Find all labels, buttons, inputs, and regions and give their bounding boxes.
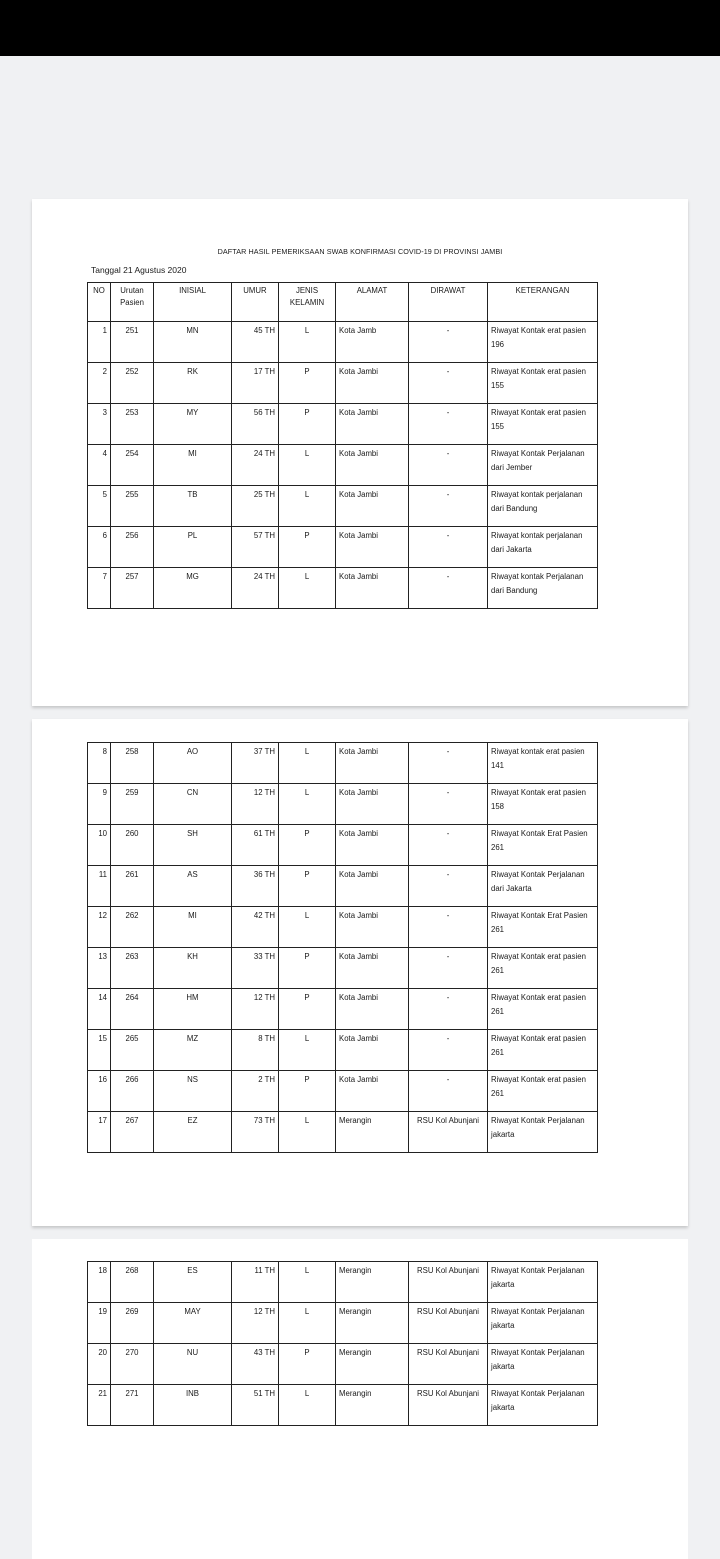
document-title: DAFTAR HASIL PEMERIKSAAN SWAB KONFIRMASI COVID-19 DI PROVINSI JAMBI xyxy=(217,247,503,256)
table-row xyxy=(88,1344,598,1385)
cell-alamat: Merangin xyxy=(336,1344,409,1385)
cell-no: 20 xyxy=(88,1344,111,1385)
cell-no: 10 xyxy=(88,825,111,866)
cell-umur: 12 TH xyxy=(232,1303,279,1344)
cell-alamat: Merangin xyxy=(336,1262,409,1303)
cell-jenis-kelamin: L xyxy=(279,1385,336,1426)
cell-umur: 24 TH xyxy=(232,568,279,609)
cell-alamat: Kota Jambi xyxy=(336,1071,409,1112)
cell-inisial: INB xyxy=(154,1385,232,1426)
cell-inisial: AO xyxy=(154,743,232,784)
cell-inisial: MI xyxy=(154,907,232,948)
cell-umur: 8 TH xyxy=(232,1030,279,1071)
cell-jenis-kelamin: P xyxy=(279,404,336,445)
cell-urutan-pasien: 257 xyxy=(111,568,154,609)
results-table-page-1 xyxy=(87,282,598,609)
cell-inisial: EZ xyxy=(154,1112,232,1153)
cell-urutan-pasien: 271 xyxy=(111,1385,154,1426)
table-row xyxy=(88,527,598,568)
cell-jenis-kelamin: P xyxy=(279,527,336,568)
cell-keterangan: Riwayat Kontak Perjalanan dari Jakarta xyxy=(488,866,598,907)
cell-no: 8 xyxy=(88,743,111,784)
cell-urutan-pasien: 255 xyxy=(111,486,154,527)
cell-dirawat: - xyxy=(409,568,488,609)
cell-no: 3 xyxy=(88,404,111,445)
cell-urutan-pasien: 262 xyxy=(111,907,154,948)
cell-keterangan: Riwayat Kontak Erat Pasien 261 xyxy=(488,907,598,948)
table-row xyxy=(88,486,598,527)
cell-urutan-pasien: 260 xyxy=(111,825,154,866)
cell-dirawat: - xyxy=(409,948,488,989)
results-table-page-3 xyxy=(87,1261,598,1426)
table-row xyxy=(88,825,598,866)
cell-urutan-pasien: 263 xyxy=(111,948,154,989)
cell-inisial: AS xyxy=(154,866,232,907)
cell-no: 16 xyxy=(88,1071,111,1112)
cell-dirawat: RSU Kol Abunjani xyxy=(409,1262,488,1303)
cell-dirawat: - xyxy=(409,743,488,784)
cell-urutan-pasien: 252 xyxy=(111,363,154,404)
cell-inisial: ES xyxy=(154,1262,232,1303)
cell-umur: 17 TH xyxy=(232,363,279,404)
cell-dirawat: - xyxy=(409,363,488,404)
cell-umur: 37 TH xyxy=(232,743,279,784)
cell-alamat: Merangin xyxy=(336,1303,409,1344)
cell-urutan-pasien: 264 xyxy=(111,989,154,1030)
cell-dirawat: RSU Kol Abunjani xyxy=(409,1303,488,1344)
cell-inisial: SH xyxy=(154,825,232,866)
table-row xyxy=(88,948,598,989)
cell-keterangan: Riwayat Kontak Perjalanan jakarta xyxy=(488,1385,598,1426)
document-page-1 xyxy=(32,199,688,706)
header-umur: UMUR xyxy=(232,283,279,322)
cell-umur: 12 TH xyxy=(232,989,279,1030)
cell-inisial: MAY xyxy=(154,1303,232,1344)
cell-alamat: Kota Jambi xyxy=(336,784,409,825)
cell-alamat: Kota Jambi xyxy=(336,486,409,527)
cell-inisial: NU xyxy=(154,1344,232,1385)
cell-keterangan: Riwayat kontak perjalanan dari Bandung xyxy=(488,486,598,527)
cell-no: 4 xyxy=(88,445,111,486)
cell-jenis-kelamin: L xyxy=(279,907,336,948)
cell-dirawat: - xyxy=(409,445,488,486)
cell-alamat: Kota Jambi xyxy=(336,445,409,486)
table-row xyxy=(88,866,598,907)
cell-urutan-pasien: 270 xyxy=(111,1344,154,1385)
header-jenis-kelamin: JENIS KELAMIN xyxy=(279,283,336,322)
cell-alamat: Kota Jambi xyxy=(336,404,409,445)
cell-dirawat: - xyxy=(409,486,488,527)
cell-keterangan: Riwayat Kontak erat pasien 261 xyxy=(488,989,598,1030)
cell-umur: 2 TH xyxy=(232,1071,279,1112)
cell-alamat: Kota Jambi xyxy=(336,866,409,907)
cell-jenis-kelamin: P xyxy=(279,1344,336,1385)
document-page-2 xyxy=(32,719,688,1226)
cell-no: 13 xyxy=(88,948,111,989)
cell-dirawat: - xyxy=(409,989,488,1030)
table-row xyxy=(88,907,598,948)
cell-jenis-kelamin: L xyxy=(279,1030,336,1071)
cell-urutan-pasien: 254 xyxy=(111,445,154,486)
cell-keterangan: Riwayat kontak perjalanan dari Jakarta xyxy=(488,527,598,568)
cell-jenis-kelamin: P xyxy=(279,866,336,907)
cell-alamat: Kota Jambi xyxy=(336,907,409,948)
cell-jenis-kelamin: L xyxy=(279,486,336,527)
cell-keterangan: Riwayat Kontak erat pasien 261 xyxy=(488,1030,598,1071)
document-date: Tanggal 21 Agustus 2020 xyxy=(91,265,187,275)
cell-keterangan: Riwayat kontak Perjalanan dari Bandung xyxy=(488,568,598,609)
cell-umur: 73 TH xyxy=(232,1112,279,1153)
cell-alamat: Kota Jambi xyxy=(336,1030,409,1071)
table-row xyxy=(88,322,598,363)
cell-no: 1 xyxy=(88,322,111,363)
cell-jenis-kelamin: L xyxy=(279,1303,336,1344)
cell-alamat: Kota Jambi xyxy=(336,743,409,784)
results-table-page-2 xyxy=(87,742,598,1153)
cell-jenis-kelamin: L xyxy=(279,1112,336,1153)
cell-urutan-pasien: 253 xyxy=(111,404,154,445)
cell-urutan-pasien: 259 xyxy=(111,784,154,825)
cell-umur: 24 TH xyxy=(232,445,279,486)
cell-inisial: MG xyxy=(154,568,232,609)
cell-dirawat: - xyxy=(409,825,488,866)
cell-alamat: Kota Jambi xyxy=(336,989,409,1030)
cell-jenis-kelamin: L xyxy=(279,743,336,784)
cell-no: 7 xyxy=(88,568,111,609)
header-keterangan: KETERANGAN xyxy=(488,283,598,322)
cell-no: 14 xyxy=(88,989,111,1030)
cell-dirawat: - xyxy=(409,322,488,363)
cell-dirawat: - xyxy=(409,784,488,825)
document-page-3 xyxy=(32,1239,688,1559)
table-row xyxy=(88,1112,598,1153)
cell-dirawat: - xyxy=(409,404,488,445)
cell-alamat: Kota Jambi xyxy=(336,825,409,866)
table-row xyxy=(88,363,598,404)
cell-umur: 33 TH xyxy=(232,948,279,989)
cell-urutan-pasien: 269 xyxy=(111,1303,154,1344)
cell-urutan-pasien: 268 xyxy=(111,1262,154,1303)
cell-alamat: Merangin xyxy=(336,1112,409,1153)
cell-jenis-kelamin: P xyxy=(279,1071,336,1112)
cell-keterangan: Riwayat Kontak erat pasien 261 xyxy=(488,948,598,989)
cell-inisial: MY xyxy=(154,404,232,445)
cell-dirawat: - xyxy=(409,1071,488,1112)
table-row xyxy=(88,1303,598,1344)
cell-no: 5 xyxy=(88,486,111,527)
cell-jenis-kelamin: L xyxy=(279,322,336,363)
cell-no: 2 xyxy=(88,363,111,404)
cell-no: 12 xyxy=(88,907,111,948)
cell-keterangan: Riwayat kontak erat pasien 141 xyxy=(488,743,598,784)
cell-inisial: NS xyxy=(154,1071,232,1112)
table-row xyxy=(88,404,598,445)
table-row xyxy=(88,1385,598,1426)
cell-inisial: MI xyxy=(154,445,232,486)
cell-umur: 25 TH xyxy=(232,486,279,527)
cell-urutan-pasien: 266 xyxy=(111,1071,154,1112)
cell-jenis-kelamin: P xyxy=(279,948,336,989)
table-row xyxy=(88,784,598,825)
header-dirawat: DIRAWAT xyxy=(409,283,488,322)
cell-jenis-kelamin: L xyxy=(279,445,336,486)
cell-no: 19 xyxy=(88,1303,111,1344)
cell-urutan-pasien: 267 xyxy=(111,1112,154,1153)
cell-no: 17 xyxy=(88,1112,111,1153)
cell-umur: 45 TH xyxy=(232,322,279,363)
cell-umur: 57 TH xyxy=(232,527,279,568)
cell-inisial: CN xyxy=(154,784,232,825)
cell-keterangan: Riwayat Kontak Perjalanan jakarta xyxy=(488,1262,598,1303)
cell-keterangan: Riwayat Kontak Perjalanan jakarta xyxy=(488,1344,598,1385)
cell-urutan-pasien: 261 xyxy=(111,866,154,907)
cell-umur: 51 TH xyxy=(232,1385,279,1426)
cell-keterangan: Riwayat Kontak Perjalanan dari Jember xyxy=(488,445,598,486)
cell-keterangan: Riwayat Kontak Erat Pasien 261 xyxy=(488,825,598,866)
cell-dirawat: - xyxy=(409,1030,488,1071)
cell-dirawat: RSU Kol Abunjani xyxy=(409,1344,488,1385)
cell-urutan-pasien: 251 xyxy=(111,322,154,363)
cell-dirawat: - xyxy=(409,907,488,948)
header-inisial: INISIAL xyxy=(154,283,232,322)
cell-keterangan: Riwayat Kontak erat pasien 155 xyxy=(488,404,598,445)
table-row xyxy=(88,1030,598,1071)
table-header-row xyxy=(88,283,598,322)
cell-urutan-pasien: 258 xyxy=(111,743,154,784)
cell-jenis-kelamin: L xyxy=(279,568,336,609)
cell-keterangan: Riwayat Kontak erat pasien 158 xyxy=(488,784,598,825)
cell-jenis-kelamin: P xyxy=(279,989,336,1030)
table-row xyxy=(88,1262,598,1303)
cell-umur: 61 TH xyxy=(232,825,279,866)
table-row xyxy=(88,743,598,784)
cell-inisial: HM xyxy=(154,989,232,1030)
cell-alamat: Kota Jamb xyxy=(336,322,409,363)
table-row xyxy=(88,1071,598,1112)
cell-dirawat: - xyxy=(409,527,488,568)
cell-umur: 11 TH xyxy=(232,1262,279,1303)
cell-jenis-kelamin: P xyxy=(279,825,336,866)
cell-alamat: Kota Jambi xyxy=(336,363,409,404)
cell-jenis-kelamin: P xyxy=(279,363,336,404)
cell-keterangan: Riwayat Kontak erat pasien 261 xyxy=(488,1071,598,1112)
cell-dirawat: RSU Kol Abunjani xyxy=(409,1385,488,1426)
cell-jenis-kelamin: L xyxy=(279,1262,336,1303)
table-row xyxy=(88,989,598,1030)
cell-alamat: Kota Jambi xyxy=(336,568,409,609)
table-row xyxy=(88,568,598,609)
cell-keterangan: Riwayat Kontak erat pasien 196 xyxy=(488,322,598,363)
cell-alamat: Merangin xyxy=(336,1385,409,1426)
cell-umur: 43 TH xyxy=(232,1344,279,1385)
cell-dirawat: RSU Kol Abunjani xyxy=(409,1112,488,1153)
cell-urutan-pasien: 265 xyxy=(111,1030,154,1071)
header-urutan-pasien: Urutan Pasien xyxy=(111,283,154,322)
cell-no: 11 xyxy=(88,866,111,907)
cell-no: 21 xyxy=(88,1385,111,1426)
cell-inisial: PL xyxy=(154,527,232,568)
cell-inisial: MZ xyxy=(154,1030,232,1071)
cell-umur: 36 TH xyxy=(232,866,279,907)
cell-inisial: TB xyxy=(154,486,232,527)
cell-umur: 42 TH xyxy=(232,907,279,948)
cell-keterangan: Riwayat Kontak Perjalanan jakarta xyxy=(488,1303,598,1344)
cell-alamat: Kota Jambi xyxy=(336,948,409,989)
cell-inisial: MN xyxy=(154,322,232,363)
cell-no: 18 xyxy=(88,1262,111,1303)
cell-keterangan: Riwayat Kontak erat pasien 155 xyxy=(488,363,598,404)
cell-keterangan: Riwayat Kontak Perjalanan jakarta xyxy=(488,1112,598,1153)
cell-alamat: Kota Jambi xyxy=(336,527,409,568)
header-no: NO xyxy=(88,283,111,322)
cell-urutan-pasien: 256 xyxy=(111,527,154,568)
viewer-top-bar xyxy=(0,0,720,56)
cell-umur: 56 TH xyxy=(232,404,279,445)
cell-dirawat: - xyxy=(409,866,488,907)
cell-jenis-kelamin: L xyxy=(279,784,336,825)
cell-umur: 12 TH xyxy=(232,784,279,825)
cell-inisial: KH xyxy=(154,948,232,989)
cell-no: 9 xyxy=(88,784,111,825)
cell-inisial: RK xyxy=(154,363,232,404)
cell-no: 15 xyxy=(88,1030,111,1071)
header-alamat: ALAMAT xyxy=(336,283,409,322)
table-row xyxy=(88,445,598,486)
cell-no: 6 xyxy=(88,527,111,568)
